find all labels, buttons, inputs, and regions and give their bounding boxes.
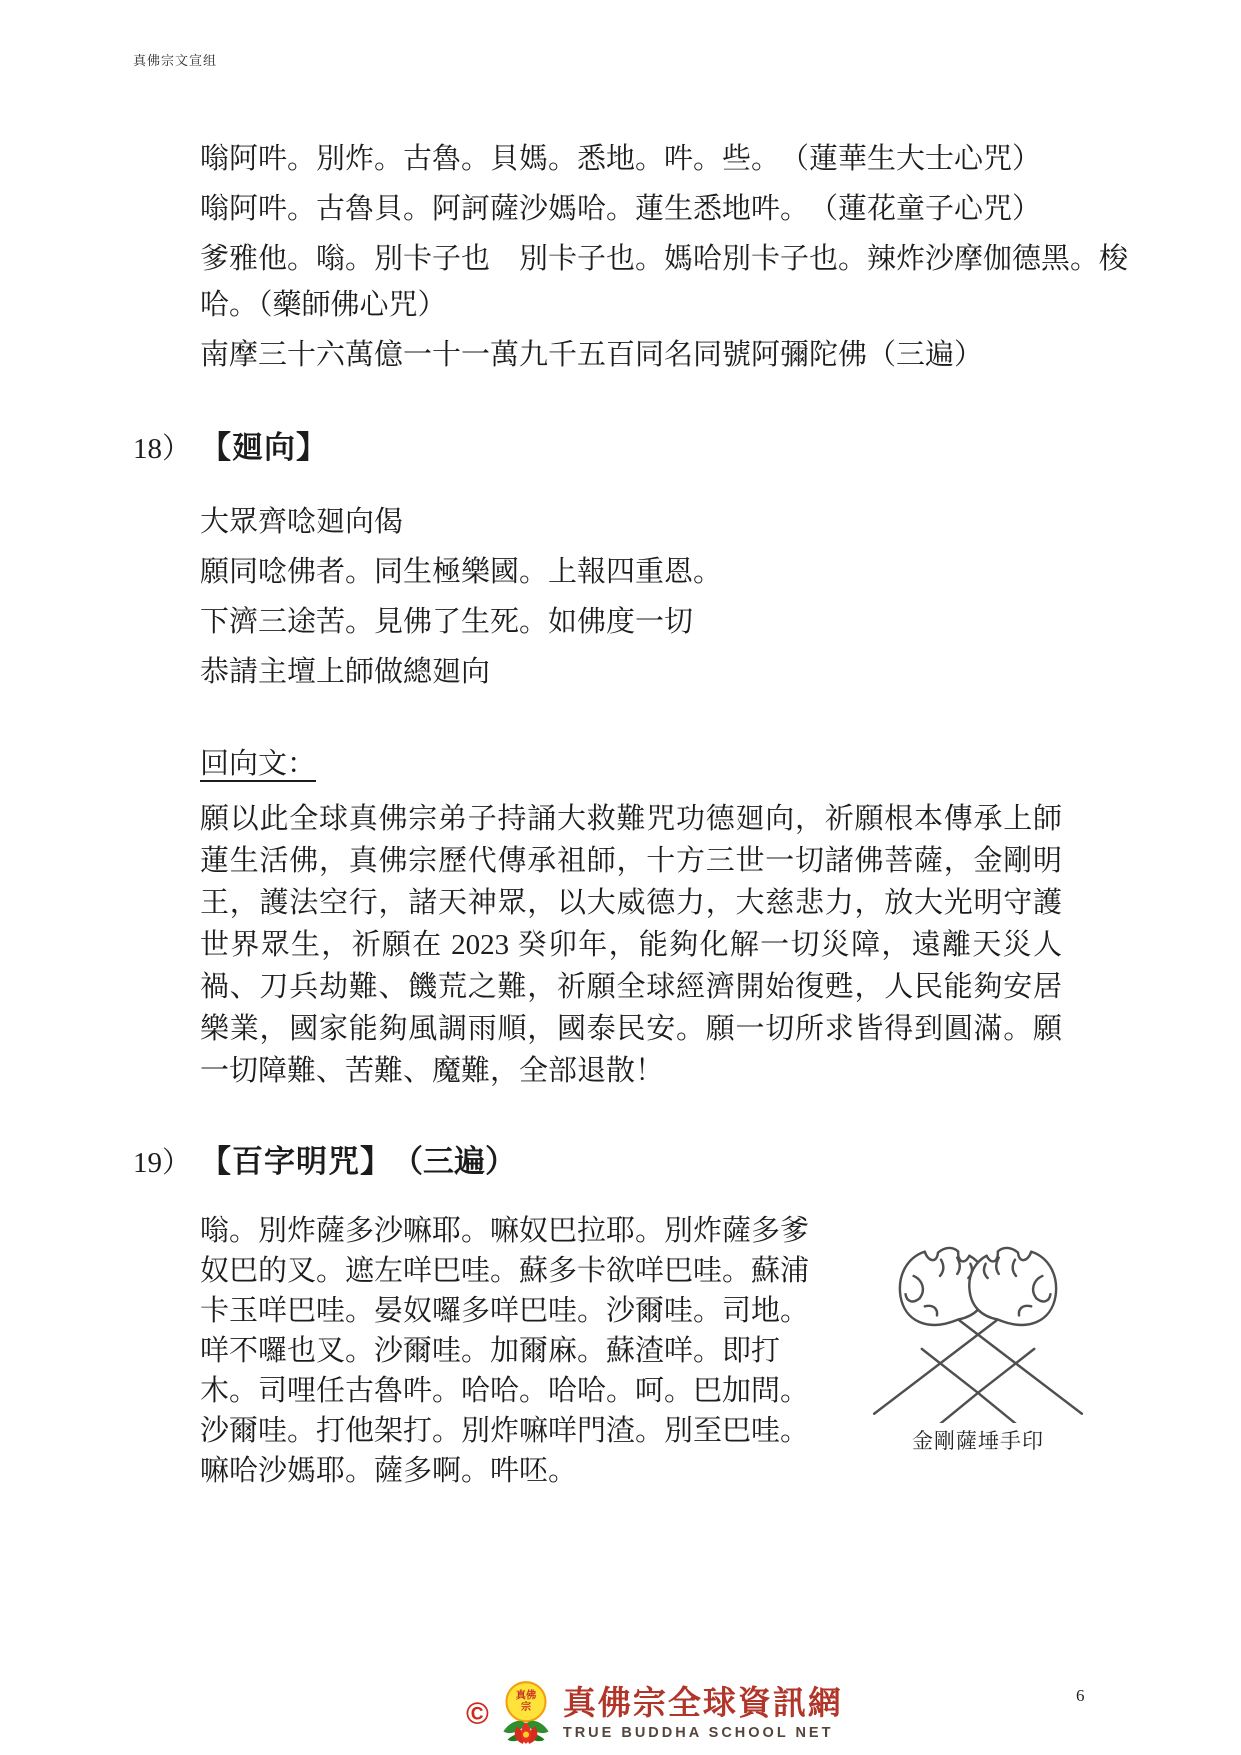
- section-19-number: 19）: [133, 1147, 192, 1179]
- dedication-verse: [200, 497, 1150, 697]
- mudra-figure: [864, 1211, 1104, 1491]
- section-18-heading: [133, 422, 1150, 467]
- page-number: 6: [1076, 1686, 1085, 1705]
- mantra-padmakumara: 嗡阿吽。古魯貝。阿訶薩沙媽哈。蓮生悉地吽。 （蓮花童子心咒）: [200, 193, 1042, 225]
- section-19-heading: [133, 1136, 1150, 1181]
- verse-line: 下濟三途苦。見佛了生死。如佛度一切: [200, 606, 694, 638]
- section-19-repeat-note: （三遍）: [392, 1144, 516, 1179]
- mantra-amitabha: 南摩三十六萬億一十一萬九千五百同名同號阿彌陀佛（三遍）: [200, 339, 984, 371]
- crossed-fists-mudra-icon: [864, 1215, 1092, 1423]
- section-18-title: 【廻向】: [200, 430, 328, 465]
- mantra-padmasambhava: 嗡阿吽。別炸。古魯。貝媽。悉地。吽。些。 （蓮華生大士心咒）: [200, 143, 1042, 175]
- lotus-sun-emblem-icon: [497, 1676, 555, 1750]
- site-logotype: [563, 1685, 843, 1742]
- svg-text:宗: 宗: [520, 1701, 531, 1713]
- opening-mantra-block: [200, 136, 1150, 378]
- mantra-medicine-buddha: 爹雅他。嗡。別卡子也 別卡子也。媽哈別卡子也。辣炸沙摩伽德黑。梭哈。（藥師佛心咒）: [200, 243, 1129, 321]
- document-header-label: 真佛宗文宣组: [133, 54, 218, 69]
- hundred-syllable-section: [200, 1211, 1150, 1491]
- footer-logo: [466, 1676, 843, 1750]
- dedication-text-label: 回向文：: [200, 748, 317, 780]
- verse-line: 大眾齊唸廻向偈: [200, 506, 404, 538]
- document-body: [133, 136, 1150, 1491]
- dedication-text-paragraph: 願以此全球真佛宗弟子持誦大救難咒功德廻向，祈願根本傳承上師蓮生活佛，真佛宗歷代傳承祖師，十方三世一切諸佛菩薩，金剛明王，護法空行，諸天神眾，以大威德力，大慈悲力，放大光明守護世界眾生，祈願在 2023 癸卯年，能夠化解一切災障，遠離天災人禍、刀兵劫難、饑荒之難，祈願全球經濟開始復甦，人民能夠安居樂業，國家能夠風調雨順，國泰民安。願一切所求皆得到圓滿。願一切障難、苦難、魔難，全部退散！: [200, 803, 1062, 1087]
- copyright-icon: ©: [466, 1695, 489, 1731]
- mudra-caption: 金剛薩埵手印: [912, 1429, 1044, 1453]
- svg-text:真佛: 真佛: [515, 1690, 537, 1702]
- site-name-chinese: 真佛宗全球資訊網: [562, 1685, 843, 1722]
- site-name-english: TRUE BUDDHA SCHOOL NET: [562, 1725, 834, 1742]
- hundred-syllable-mantra-text: 嗡。別炸薩多沙嘛耶。嘛奴巴拉耶。別炸薩多爹奴巴的叉。遮左咩巴哇。蘇多卡欲咩巴哇。蘇浦卡玉咩巴哇。晏奴囉多咩巴哇。沙爾哇。司地。咩不囉也叉。沙爾哇。加爾麻。蘇渣咩。即打木。司哩任古魯吽。哈哈。哈哈。呵。巴加問。沙爾哇。打他架打。別炸嘛咩門渣。別至巴哇。嘛哈沙媽耶。薩多啊。吽呸。: [200, 1215, 810, 1487]
- verse-line: 願同唸佛者。同生極樂國。上報四重恩。: [200, 556, 723, 588]
- verse-line: 恭請主壇上師做總廻向: [200, 656, 491, 688]
- section-19-title: 【百字明咒】: [200, 1144, 392, 1179]
- section-18-number: 18）: [133, 433, 192, 465]
